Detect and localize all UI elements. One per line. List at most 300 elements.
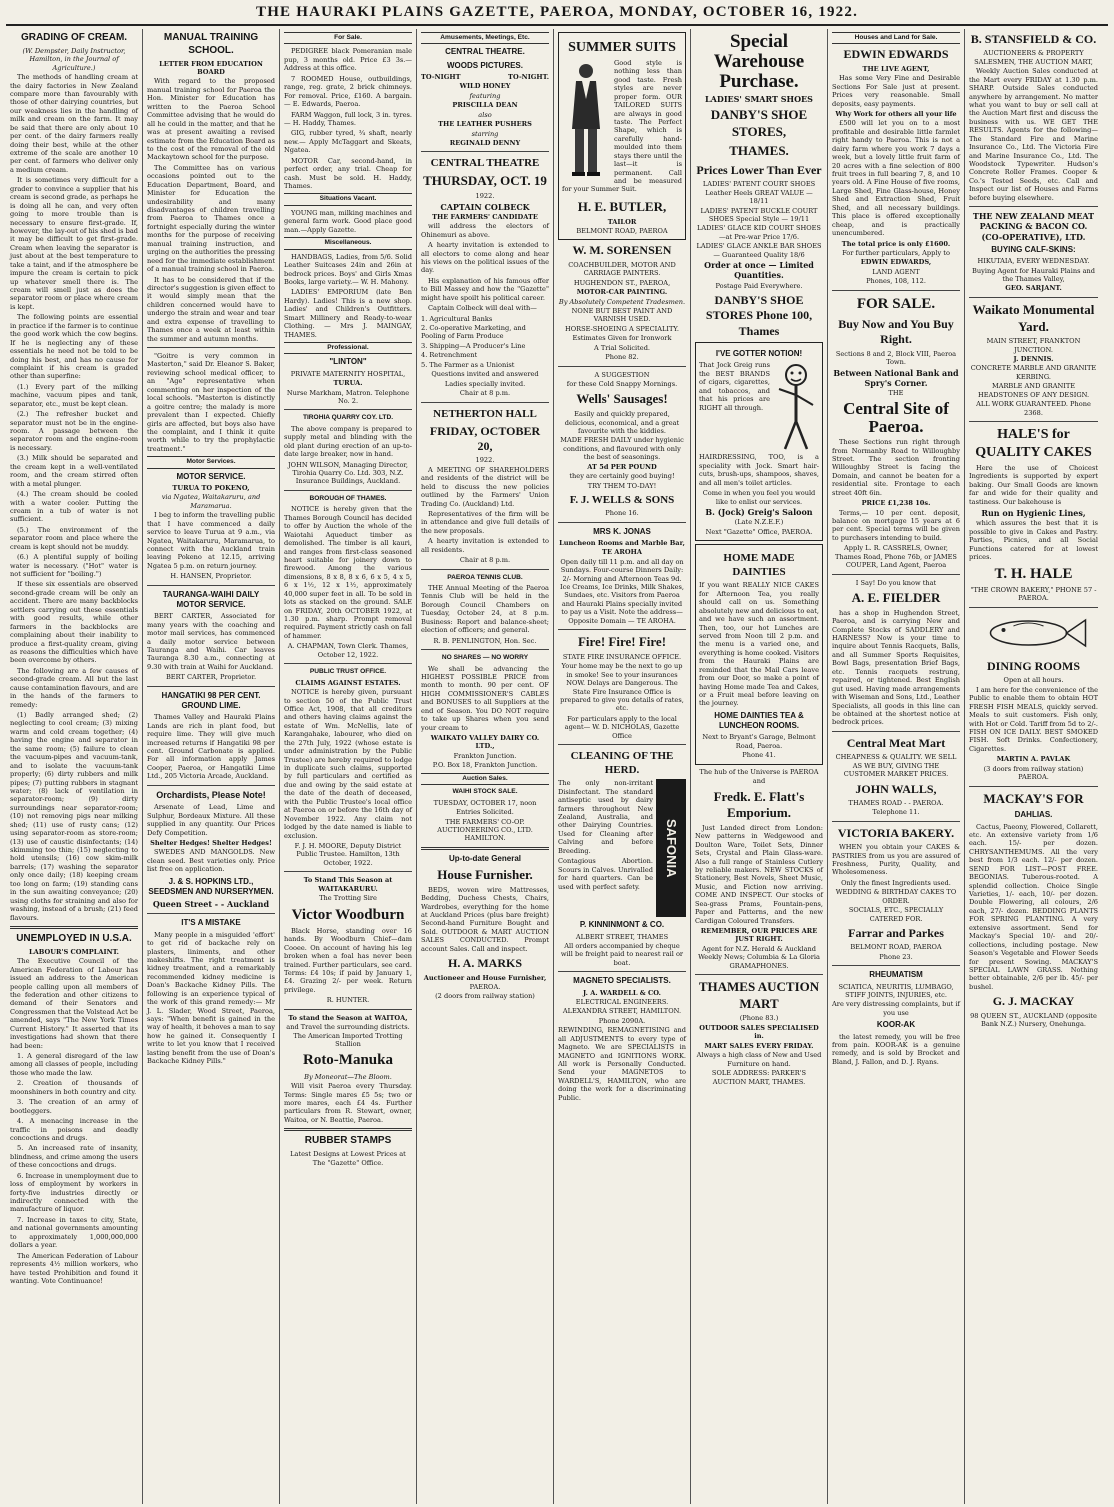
ad-line: Always a high class of New and Used Furniture on hand. xyxy=(696,1051,822,1068)
ad-title: Fredk. E. Flatt's Emporium. xyxy=(713,788,805,821)
ad-line: WEDDING & BIRTHDAY CAKES TO ORDER. xyxy=(835,888,957,905)
ad-title: KOOR-AK xyxy=(876,1020,916,1030)
ad-body: the latest remedy, you will be free from pain. KOOR-AK is a genuine remedy, and is sold by Brocket and Bland, J. Fallon, and D. J. Ryans. xyxy=(832,1032,960,1066)
ad-line: BELMONT ROAD, PAEROA xyxy=(576,226,668,235)
ad-title: House Furnisher. xyxy=(437,867,533,883)
ad-title: HOME MADE DAINTIES xyxy=(723,552,795,579)
ad-body: Contagious Abortion. Scours in Calves. Unrivalled for hard quarters. Can be used with perfect safety. xyxy=(558,857,653,891)
section-label: For Sale. xyxy=(284,32,412,44)
ad-title: RUBBER STAMPS xyxy=(304,1135,392,1147)
ad-line: Between National Bank and Spry's Corner. xyxy=(833,367,959,388)
ad-body: Just Landed direct from London: New patterns in Wedgewood and Doulton Ware, Toilet Sets, Dinner Sets, Crystal and Plain Glass-ware. Also a full range of Stainless Cutlery by reliable makers. NEW STOCKS of Stationery, Best Novels, Sheet Music, Music, and Fiction now arriving. COME AND INSPECT. Our stocks of Sea-grass Prams, Fountain-pens, Paper and Patterns, and the new Cardigan Coloured Transfers. xyxy=(695,823,823,925)
ad-title: Waikato Monumental Yard. xyxy=(972,301,1095,334)
divider xyxy=(695,974,823,975)
ad-title: SUMMER SUITS xyxy=(568,40,676,55)
suited-man-illustration xyxy=(562,59,610,179)
ad-body: WHEN you obtain your CAKES & PASTRIES from us you are assured of Freshness, Purity, Quality, and Wholesomeness. xyxy=(832,843,960,877)
ad-line: TRY THEM TO-DAY! xyxy=(587,481,657,490)
ad-title: MRS K. JONAS xyxy=(593,526,651,536)
shoe-item: LADIES' GLACE ANKLE BAR SHOES — Guaranteed Quality 18/6 xyxy=(696,242,822,259)
ad-title: Victor Woodburn xyxy=(291,906,405,923)
para: (1) Badly arranged shed; (2) neglecting to cool cream; (3) mixing warm and cold cream together; (4) having the engine and separator in the same room; (5) failure to clean the vacuum-pipes and vacuum-tank, and to isolate the vacuum-tank properly; (6) dirty rubbers and milk pipes; (7) putting rubbers in stagnant water; (8) lack of ventilation in separator-room; (9) dirty surroundings near separator-room; (10) not removing pigs near milking shed; (11) use of rusty cans; (12) using separator-room as store-room; (13) use of caustic disinfectants; (14) skimming too thin; (15) neglecting to hold utensils; (16) cow skim-milk barrels; (17) washing the separator only once daily; (18) keeping cream too long on farm; (19) standing cans in the sun awaiting conveyance; (20) using cloths for straining and also for washing, instead of a brush; (21) feed flavours. xyxy=(10,711,138,922)
ad-title: NETHERTON HALL xyxy=(433,407,537,420)
ad-title: HALE'S for QUALITY CAKES xyxy=(975,427,1092,461)
ad-body: has a shop in Hughendon Street, Paeroa, and is carrying New and Complete Stocks of SADDLERY and HARNESS? Now is your time to inquire about Tennis Racquets, Balls, and all Summer Sports Requisites, Bowl Bags, presentation Brief Bags, etc. Tennis racquets restrung, repaired, or tightened. Best English gut used. Having made arrangements with Wiseman and Sons, Ltd., Leather Specialists, all goods in this line can be obtained at the shortest notice at bedrock prices. xyxy=(832,608,960,727)
section-label: Professional. xyxy=(284,342,412,354)
ad-sign: H. HANSEN, Proprietor. xyxy=(170,572,252,581)
ad-line: Chair at 8 p.m. xyxy=(459,556,511,565)
ad-body: Black Horse, standing over 16 hands. By Woodburn Chief—dam Cooee. On account of having his leg broken when a foal has never been trained. Further particulars, see card. Terms: £4 10s; if paid by January 1, £4. Grazing 2/- per week. Return privilege. xyxy=(284,926,412,994)
ad-line: Open at all hours. xyxy=(1003,676,1064,685)
ad-line: Run on Hygienic Lines, xyxy=(981,508,1086,519)
ad-body: BERT CARTER, Associated for many years with the coaching and motor mail services, has commenced a daily motor service between Tauranga and Waihi. Car leaves Tauranga 8.30 a.m., connecting at 9.30 with train at Waihi for Auckland. xyxy=(147,612,275,671)
ad-line: CLAIMS AGAINST ESTATES. xyxy=(295,678,401,687)
ad-line: Estimates Given for Ironwork xyxy=(572,334,672,343)
ad-title: BOROUGH OF THAMES. xyxy=(309,494,387,502)
ad-line: SCIATICA, NEURITIS, LUMBAGO, STIFF JOINTS, INJURIES, etc. xyxy=(838,982,954,999)
ad-greig xyxy=(695,342,823,541)
para: The following are a few causes of second-grade cream. All but the last cause contamination flavours, and are in the hands of the farmers to remedy: xyxy=(10,666,138,709)
ad-line: via Ngatea, Waitakaruru, and Maramarua. xyxy=(161,493,261,510)
safonia-label: SAFONIA xyxy=(664,819,679,878)
divider xyxy=(558,522,686,523)
film-star: REGINALD DENNY xyxy=(449,138,521,147)
ad-title: Buy Now and You Buy Right. xyxy=(838,316,954,347)
ad-title: Orchardists, Please Note! xyxy=(156,789,266,800)
ad-title: DANBY'S SHOE STORES, xyxy=(710,107,808,139)
ad-line: A SUGGESTION xyxy=(594,370,650,379)
divider xyxy=(832,290,960,291)
ad-body: Representatives of the firm will be in attendance and give full details of the new proposals. xyxy=(421,509,549,535)
ad-line: Buying Agent for Hauraki Plains and the Thames Valley, xyxy=(972,266,1095,284)
ad-title: B. STANSFIELD & CO. xyxy=(970,32,1097,46)
ad-line: Questions invited and answered xyxy=(431,370,539,379)
cartoon-man-illustration xyxy=(773,361,819,453)
ad-body: Open daily till 11 p.m. and all day on Sundays. Four-course Dinners Daily: 2/- Morning and Afternoon Teas 9d. Ice Creams, Ice Drinks, Milk Shakes, Sundaes, etc. Visitors from Paeroa and Hauraki Plains specially invited to pay us a Visit. Note the address— Opposite Domain — TE AROHA. xyxy=(560,557,684,625)
ad-body: The only non-irritant Disinfectant. The standard antiseptic used by dairy farmers throughout New Zealand, Australia, and other Dairying Countries. Used for Cleaning after Calving and before Breeding. xyxy=(558,779,653,855)
ad-line: MARTIN A. PAVLAK xyxy=(996,755,1071,764)
section-label: Motor Services. xyxy=(147,456,275,468)
ad-line: AUCTIONEERS & PROPERTY SALESMEN, THE AUCTION MART, xyxy=(974,49,1093,66)
divider xyxy=(421,649,549,650)
ad-line: THAMES ROAD - - PAEROA. xyxy=(848,798,944,807)
ad-line: they are certainly good buying! xyxy=(569,472,675,481)
ad-title: Prices Lower Than Ever xyxy=(696,162,822,177)
list-item: 1. Agricultural Banks xyxy=(421,314,493,323)
ad-line: TURUA TO POKENO, xyxy=(172,483,250,492)
ad-title: Special Warehouse Purchase. xyxy=(713,31,805,92)
ad-line: PRIVATE MATERNITY HOSPITAL, xyxy=(290,369,406,378)
ad-title: TIROHIA QUARRY COY. LTD. xyxy=(302,414,394,422)
ad-title: MOTOR SERVICE. xyxy=(176,471,246,481)
ad-title: T. H. HALE xyxy=(994,565,1073,582)
ad-title: H. E. BUTLER, xyxy=(577,198,667,214)
ad-line: Come in when you feel you would like to enlist our services. xyxy=(702,489,816,506)
ad-line: TURUA. xyxy=(333,379,363,388)
ad-body: £500 will let you on to a most profitable and desirable little farmlet right handy to Paeroa. This is not a dairy farm where you work 7 days a week, but a lovely little fruit farm of 20 acres with a fine selection of 800 fruit trees in full bearing 7, 8, and 10 years old. A Fine House of five rooms, Large Shed, Fine Glass-house, Honey Shed and Extraction Shed, Fruit Shed, and all necessary buildings. This place is offered exceptionally cheap, and is practically unencumbered. xyxy=(832,119,960,238)
article-byline: (W. Dempster, Daily Instructor, Hamilton, in the Journal of Agriculture.) xyxy=(22,46,126,72)
divider xyxy=(558,366,686,367)
ad-body: The above company is prepared to supply metal and blinding with the old plant during erection of an up-to-date large breaker, now in hand. xyxy=(284,424,412,459)
ad-line: 1922. xyxy=(475,456,495,465)
ad-line: Apply L. R. CASSRELS, Owner, Thames Road, Phone 76b, or JAMES COUPER, Land Agent, Paeroa xyxy=(835,544,957,570)
divider xyxy=(284,490,412,491)
divider xyxy=(969,206,1098,207)
para: The Committee has on various occasions pointed out to the Education Department, Board, and Minister for Education the undesirability and many disadvantages of children travelling from Paeroa to Thames once a fortnight especially during the winter months for the purpose of receiving manual training instruction, and urging on the authorities the pressing need for the immediate establishment of a manual training school in Paeroa. xyxy=(147,163,275,274)
ad-line: Are very distressing complaints, but if you use xyxy=(832,1000,960,1017)
columns xyxy=(6,29,1108,1504)
point: 6. Increase in unemployment due to loss of employment by workers in forty-five industries directly or indirectly connected with the manufacture of liquor. xyxy=(10,1171,138,1214)
point: (5.) The environment of the separator room and place where the cream is kept should not be muddy. xyxy=(10,525,138,551)
article-title-manual: MANUAL TRAINING SCHOOL. xyxy=(163,32,259,56)
ad-line: SOLE ADDRESS: PARKER'S AUCTION MART, THAMES. xyxy=(711,1069,807,1086)
ad-body: That Jock Greig runs the BEST BRANDS of cigars, cigarettes, and tobaccos, and that his prices are RIGHT all through. xyxy=(699,361,770,412)
classified: YOUNG man, milking machines and general farm work. Good place good man.—Apply Gazette. xyxy=(284,208,412,234)
ad-line: BELMONT ROAD, PAEROA xyxy=(850,943,942,952)
ad-line: By Moneorat—The Bloom. xyxy=(304,1072,392,1081)
ad-line: MADE FRESH DAILY under hygienic conditions, and flavoured with only the best of seasonings. xyxy=(560,436,684,462)
ad-title: THAMES AUCTION MART xyxy=(698,979,820,1011)
ad-line: For further particulars, Apply to xyxy=(842,248,950,257)
ad-title: TAURANGA-WAIHI DAILY MOTOR SERVICE. xyxy=(162,589,260,609)
section-label: Auction Sales. xyxy=(421,773,549,785)
ad-body: Arsenate of Lead, Lime and Sulphur, Bordeaux Mixture. All these supplied in any quantity. Our Prices Defy Competition. xyxy=(147,803,275,837)
tonight-row xyxy=(421,73,549,81)
shoe-item: LADIES' GLACE KID COURT SHOES—at Pre-war Price 17/6. xyxy=(697,224,821,241)
ad-line: Phone 82. xyxy=(605,353,639,362)
ad-line: PAEROA. xyxy=(469,982,501,991)
ad-body: Will visit Paeroa every Thursday. Terms: Single mares £5 5s; two or more mares, each £4 4s. Further particulars from R. Stewart, owner, Waitoa, or N. Beattie, Paeroa. xyxy=(284,1082,412,1124)
para: If these six essentials are observed second-grade cream will be only an accident. There are many backblocks settlers carrying out these essentials with good results, while other farmers in the backblocks are complaining about their inability to produce a first-quality cream, giving as reasons the difficulties which have been overcome by others. xyxy=(10,580,138,665)
ad-title: Central Site of Paeroa. xyxy=(843,399,949,437)
ad-line: WAIKATO VALLEY DAIRY CO. LTD., xyxy=(430,734,540,751)
point: (1.) Every part of the milking machine, vacuum pipes and tank, separator, etc., must be kept clean. xyxy=(10,382,138,408)
ad-line: OUTDOOR SALES SPECIALISED in. xyxy=(699,1023,819,1041)
column-1 xyxy=(6,29,143,1504)
point: 5. An increased rate of insanity, blindness, and crime among the users of these concoctions and drugs. xyxy=(10,1144,138,1170)
classified: MOTOR Car, second-hand, in perfect order, any trial. Cheap for cash. Must be sold. H. Haddy, Thames. xyxy=(284,156,412,190)
divider xyxy=(421,151,549,152)
point: 1. A general disregard of the law among all classes of people, including those who made the law. xyxy=(10,1052,138,1077)
ad-body: BEDS, woven wire Mattresses, Bedding, Duchess Chests, Chairs, Wardrobes, everything for the home at Auckland Prices (plus bare freight) Second-hand Furniture Bought and Sold. OUTDOOR & MART AUCTION SALES CONDUCTED. Prompt account Sales. Call and inspect. xyxy=(421,885,549,953)
tonight-left: TO-NIGHT xyxy=(421,72,461,81)
ad-line: CONCRETE MARBLE AND GRANITE KERBING. xyxy=(970,364,1097,381)
ad-line: Next "Gazette" Office, PAEROA. xyxy=(705,527,813,536)
ad-line: By Absolutely Competent Tradesmen. xyxy=(558,297,686,306)
ad-body: His explanation of his famous offer to Bill Massey and how the "Gazette" might have spoilt his political career. xyxy=(421,276,549,302)
ad-body: We shall be advancing the HIGHEST POSSIBLE PRICE from month to month. 90 per cent. OF HIGH COMMISSIONER'S CABLES and BONUSES to all Suppliers at the end of Season. You DO NOT require to take up Shares when you send your cream to xyxy=(421,664,549,732)
ad-body: These Sections run right through from Normanby Road to Willoughby Street. The section fronting Willoughby Street is facing the Domain, and cannot be beaten for a residential site. Frontage to each street 40ft 6in. xyxy=(832,438,960,497)
ad-line: The hub of the Universe is PAEROA xyxy=(699,767,819,776)
ad-body: Here the use of Choicest Ingredients is supported by expert baking. Our Small Goods are known far and wide for their quality and tastiness. Our bakehouse is xyxy=(969,463,1098,506)
ad-line: Frankton Junction. xyxy=(453,751,517,760)
divider xyxy=(147,785,275,786)
ad-line: TAILOR xyxy=(607,217,637,226)
ad-title: MACKAY'S FOR xyxy=(983,790,1084,806)
ad-title: DINING ROOMS xyxy=(986,659,1080,674)
ad-title: H. A. MARKS xyxy=(447,956,522,971)
ad-line: Easily and quickly prepared, delicious, economical, and a great favourite with the kiddies. xyxy=(564,410,680,435)
ad-line: Phone 2090A. xyxy=(598,1016,646,1025)
ad-home-dainties xyxy=(695,544,823,765)
point: The American Federation of Labour represents 4½ million workers, who have tested Prohibition and found it wanting. Vote Continuance! xyxy=(10,1251,138,1285)
ad-title: MAGNETO SPECIALISTS. xyxy=(573,976,671,986)
ad-line: ALBERT STREET, THAMES xyxy=(575,932,669,941)
ad-line: EDWIN EDWARDS, xyxy=(860,258,932,267)
divider xyxy=(558,744,686,745)
ad-title: Central Meat Mart xyxy=(846,735,946,750)
ad-line: Phone 16. xyxy=(605,509,639,518)
ad-body: Captain Colbeck will deal with— xyxy=(428,304,537,313)
list-item: 4. Retrenchment xyxy=(421,351,478,360)
ad-sign: R. B. PENLINGTON, Hon. Sec. xyxy=(433,636,537,645)
point: (3.) Milk should be separated and the cream kept in a well-ventilated room, and the cream stirred often with a metal plunger. xyxy=(10,454,138,488)
column-6 xyxy=(691,29,828,1504)
ad-body: THE Annual Meeting of the Paeroa Tennis Club will be held in the Borough Council Chambers on Tuesday, October 24, at 8 p.m. Business: Report and balance-sheet; election of officers; and general. xyxy=(421,584,549,635)
divider xyxy=(832,821,960,822)
ad-body: I am here for the convenience of the Public to enable them to obtain HOT FRESH FISH MEALS, quickly served. Meals to suit customers. Fish only, with Hot or Cold. Tariff from 5d to 2/-. FISH ON ICE DAILY. BEST SMOKED FISH. Soft Drinks. Confectionery, Cigarettes. xyxy=(969,685,1098,753)
ad-line: Telephone 11. xyxy=(872,808,920,817)
safonia-bottle-illustration xyxy=(656,779,686,917)
classified: FARM Waggon, full lock, 3 in. tyres.— H. Haddy, Thames. xyxy=(284,110,412,127)
ad-body: which assures the best that it is possible to give in Cakes and Pastry. Parties, Picnics, and all Social Functions catered for at lowest prices. xyxy=(969,519,1098,562)
ad-line: COACHBUILDER, MOTOR AND CARRIAGE PAINTERS. xyxy=(568,260,676,278)
ad-line: Agent for N.Z. Herald & Auckland Weekly News; Columbia & La Gloria GRAMAPHONES. xyxy=(698,944,820,970)
ad-line: I Say! Do you know that xyxy=(855,578,937,587)
film-title: THE LEATHER PUSHERS xyxy=(438,120,532,129)
ad-line: Auctioneer and House Furnisher, xyxy=(423,973,547,982)
ad-line: also xyxy=(478,110,492,119)
ad-line: THE LIVE AGENT, xyxy=(862,64,930,73)
ad-line: THE FARMERS' CANDIDATE xyxy=(432,212,538,221)
para: It is sometimes very difficult for a grader to convince a supplier that his cream is second grade, as perhaps he is doing all he can, and very often going to more trouble than is necessary to ensure first-grade. If, however, the lay-out of his shed is bad it may be difficult to get first-grade. Cream when leaving the separator is just about at the best temperature to take a taint, and if the atmosphere be impure the cream is certain to pick up whatever smell there is. The cream will smell just as does the separator room or place where cream is kept. xyxy=(10,176,139,311)
ad-line: MART SALES EVERY FRIDAY. xyxy=(704,1041,814,1050)
divider xyxy=(421,402,549,403)
ad-body: A MEETING OF SHAREHOLDERS and residents of the district will be held to discuss the new policies outlined by the Farmers' Union Trading Co. (Auckland) Ltd. xyxy=(421,465,549,508)
ad-line: HUGHENDON ST., PAEROA, xyxy=(573,278,671,287)
ad-line: The Trotting Sire xyxy=(319,894,377,903)
column-8 xyxy=(965,29,1102,1504)
ad-title: G. J. MACKAY xyxy=(992,994,1075,1009)
ad-line: ALL WORK GUARANTEED. Phone 2368. xyxy=(976,400,1091,417)
column-5 xyxy=(554,29,691,1504)
ad-title: W. M. SORENSEN xyxy=(572,243,672,258)
point: 3. The creation of an army of bootleggers. xyxy=(10,1098,138,1115)
section-label: Amusements, Meetings, Etc. xyxy=(421,32,549,44)
ad-line: Latest Designs at Lowest Prices at The "Gazette" Office. xyxy=(290,1150,406,1167)
ad-title: Fire! Fire! Fire! xyxy=(577,634,667,650)
divider xyxy=(558,971,686,972)
para: The methods of handling cream at the dairy factories in New Zealand compare more than favourably with those of other dairying countries, but our weakness lies in the handling of milk and cream on the farm. It may be said that there are only about 10 per cent. of the dairy farmers really doing their best, while at the other extreme of the scale are another 10 per cent. of farmers who deliver only a medium cream. xyxy=(10,73,138,174)
section-label: Situations Vacant. xyxy=(284,193,412,205)
ad-line: and xyxy=(752,777,766,786)
ad-line: and Travel the surrounding districts. The American Imported Trotting Stallion xyxy=(286,1023,410,1049)
ad-line: Luncheon Rooms and Marble Bar, xyxy=(559,538,685,547)
ad-line: MAIN STREET, FRANKTON JUNCTION. xyxy=(986,337,1081,354)
divider xyxy=(969,607,1098,608)
ad-line: TUESDAY, OCTOBER 17, noon xyxy=(433,798,537,807)
column-2 xyxy=(143,29,280,1504)
ad-line: Only the finest Ingredients used. xyxy=(841,878,951,887)
ad-title: DAHLIAS. xyxy=(1014,810,1053,820)
ad-line: CAPTAIN COLBECK xyxy=(440,201,530,212)
ad-title: EDWIN EDWARDS xyxy=(843,47,949,62)
ad-body: Has some Very Fine and Desirable Sections For Sale just at present. Prices very reasonable. Small deposits, easy payments. xyxy=(832,74,960,108)
ad-line: A Trial Solicited. xyxy=(593,343,651,352)
ad-line: J. DENNIS. xyxy=(1013,355,1054,364)
ad-line: Next to Bryant's Garage, Belmont Road, Paeroa. xyxy=(702,733,816,750)
ad-title: IT'S A MISTAKE xyxy=(181,918,241,928)
divider xyxy=(10,926,138,929)
ad-line: Shelter Hedges! Shelter Hedges! xyxy=(150,838,272,847)
para: With regard to the proposed manual training school for Paeroa the Hon. Minister for Education has written to the Paeroa School Committee advising that he would do all he could in the matter, and that he was at present awaiting a revised estimate from the Education Board as to the cost of the removal of the old Mackaytown school for the purpose. xyxy=(147,77,275,162)
ad-line: Chair at 8 p.m. xyxy=(459,389,511,398)
ad-line: HORSE-SHOEING A SPECIALITY. xyxy=(564,324,680,333)
ad-summer-suits xyxy=(558,32,686,240)
para-goitre: "Goitre is very common in Masterton," said Dr. Eleanor S. Baker, reviewing school medical officer, to an "Age" representative when commenting on her inspection of the local schools. "Masterton is distinctly a goitre centre; the malady is more prevalent than I expected. Chiefly girls are affected, but boys also have the complaint, and I think it quite worth while to try the prophylactic treatment." xyxy=(147,352,275,453)
ad-title: HOME DAINTIES TEA & LUNCHEON ROOMS. xyxy=(714,710,804,731)
ad-line: TE AROHA xyxy=(602,548,642,557)
ad-line: 98 QUEEN ST., AUCKLAND (opposite Bank N.Z.) Nursery, Onehunga. xyxy=(970,1011,1097,1029)
divider xyxy=(147,585,275,586)
ad-body: NOTICE is hereby given, pursuant to section 50 of the Public Trust Office Act, 1908, that all creditors and others having claims against the estate of Wm. McNellis, late of Karangahake, labourer, who died on the 27th July, 1922 (whose estate is under administration by the Public Trustee) are hereby required to lodge in duplicate such claims, supported by full particulars and certified as due and owing by the said estate at the date of the death of deceased, with the Public Trustee's local office at Paeroa on or before the 16th day of November 1922. Any claim not lodged by the date named is liable to exclusion. xyxy=(284,688,412,840)
point: 2. Creation of thousands of moonshiners in both country and city. xyxy=(10,1079,138,1096)
divider xyxy=(558,629,686,630)
divider xyxy=(284,409,412,410)
divider xyxy=(284,871,412,872)
ad-line: Ladies specially invited. xyxy=(444,379,526,388)
ad-line: MARBLE AND GRANITE HEADSTONES OF ANY DESIGN. xyxy=(977,382,1090,399)
ad-title: Wells' Sausages! xyxy=(576,391,668,407)
shoe-item: LADIES' PATENT COURT SHOES Leather Heels GREAT VALUE — 18/11 xyxy=(702,180,816,206)
ad-title: Roto-Manuka xyxy=(302,1052,393,1069)
ad-sign: R. HUNTER. xyxy=(326,996,370,1005)
ad-title: VICTORIA BAKERY. xyxy=(837,825,955,840)
classified: GIG, rubber tyred, ¾ shaft, nearly new.— Apply McTaggart and Skeats, Ngatea. xyxy=(284,129,412,155)
ad-title: RHEUMATISM xyxy=(869,970,923,980)
column-7 xyxy=(828,29,965,1504)
ad-line: Nurse Markham, Matron. Telephone No. 2. xyxy=(286,388,410,405)
ad-title: Farrar and Parkes xyxy=(848,926,944,941)
article-subtitle: LETTER FROM EDUCATION BOARD xyxy=(159,59,263,77)
point: 4. A menacing increase in the traffic in poisons and deadly concoctions and drugs. xyxy=(10,1117,138,1142)
shoe-item: LADIES' PATENT BUCKLE COURT SHOES Special Style — 19/11 xyxy=(700,206,818,224)
divider xyxy=(832,574,960,575)
ad-title: FOR SALE. xyxy=(856,295,936,312)
list-item: 2. Co-operative Marketing, and Pooling of Farm Produce xyxy=(421,324,526,341)
fish-illustration xyxy=(969,612,1098,654)
film-star: PRISCILLA DEAN xyxy=(452,101,518,110)
ad-line: LADIES' SMART SHOES xyxy=(705,93,813,104)
divider xyxy=(147,347,275,348)
ad-title: BUYING CALF-SKINS: xyxy=(991,244,1076,254)
article-title-unemployed: UNEMPLOYED IN U.S.A. xyxy=(16,932,132,944)
ad-body: HAIRDRESSING, TOO, is a speciality with Jock. Smart hair-cuts, brush-ups, shampoos, shaves, and all men's toilet articles. xyxy=(699,453,819,487)
ad-line: Phone 23. xyxy=(879,952,913,961)
ad-body: A hearty invitation is extended to all residents. xyxy=(421,537,549,554)
ad-line: THE NEW ZEALAND MEAT PACKING & BACON CO. (CO-OPERATIVE), LTD. xyxy=(972,211,1095,242)
ad-line: J. A. WARDELL & CO. xyxy=(583,988,661,997)
ad-line: ALEXANDRA STREET, HAMILTON. xyxy=(562,1007,682,1016)
ad-line: ELECTRICAL ENGINEERS. xyxy=(575,997,669,1006)
ad-line: Phone 41. xyxy=(742,751,776,760)
ad-title: I'VE GOTTER NOTION! xyxy=(715,349,803,359)
ad-line: To stand the Season at WAITOA, xyxy=(288,1013,408,1022)
ad-title: P. KINNINMONT & CO. xyxy=(579,920,665,930)
point: (6.) A plentiful supply of boiling water is necessary. ("Hot" water is not sufficient for "boiling.") xyxy=(10,553,138,579)
ad-body: Your home may be the next to go up in smoke! See to your insurances NOW. Delays are Dangerous. The State Fire Insurance Office is prepared to give you details of rates, etc. xyxy=(560,662,684,713)
tonight-right: TO-NIGHT. xyxy=(508,72,549,81)
ad-title: WOODS PICTURES. xyxy=(446,60,523,70)
topic-list xyxy=(421,315,549,370)
ad-line: THE xyxy=(888,388,904,397)
ad-title: THAMES. xyxy=(729,143,789,159)
point: 7. Increase in taxes to city, State, and national governments amounting to approximately 1,000,000,000 dollars a year. xyxy=(10,1215,138,1250)
divider xyxy=(284,1009,412,1010)
ad-body: Thames Valley and Hauraki Plains Lands are rich in plant food, but require lime. They will give much increased returns if Hangatiki 98 per cent. Ground Carbonate is applied. For all information apply James Cooper, Paeroa, or Hangatiki Lime Ltd., 205 Victoria Arcade, Auckland. xyxy=(147,713,275,781)
list-item: 5. The Farmer as a Unionist xyxy=(421,360,515,369)
divider xyxy=(284,663,412,664)
para: It has to be considered that if the director's suggestion is given effect to it would simply mean that the children concerned would have to undergo the strain and wear and tear and extra expense of travelling to Thames once a week at least within the summer and autumn months. xyxy=(147,275,276,343)
point: (2.) The refresher bucket and separator must not be in the engine-room. A passage between the separator room and the engine-room is necessary. xyxy=(10,410,138,452)
ad-line: Queen Street - - Auckland xyxy=(152,899,270,910)
para: The following points are essential in practice if the farmer is to continue the good work which the cow begins. If he is neglecting any of these essentials he need not be told to be doing his best, and has no cause for complaint if his cream is graded other than superfine: xyxy=(10,313,138,381)
ad-body: Many people in a misguided 'effort' to get rid of backache rely on plasters, liniments, and other makeshifts. The right treatment is kidney treatment, and a remarkably recommended kidney medicine is Doan's Backache Kidney Pills. The following is an experience typical of the work of this grand remedy:— Mr J. L. Slader, Wood Street, Paeroa, says: "When benefit is gained in the way of health, it behoves a man to say how he gained it. Consequently I write to let you know that I received lasting benefit from the use of Doan's Backache Kidney Pills." xyxy=(147,930,275,1066)
classified: HANDBAGS, Ladies, from 5/6. Solid Leather Suitcases 24in and 26in at bedrock prices. Boys' and Girls Xmas Books, large variety.— W. H. Mahony. xyxy=(284,252,412,286)
masthead: THE HAURAKI PLAINS GAZETTE, PAEROA, MONDAY, OCTOBER 16, 1922. xyxy=(6,4,1108,26)
divider xyxy=(147,686,275,687)
classified: 7 ROOMED House, outbuildings, range, reg. grate, 2 brick chimneys. For removal. Price, £160. A bargain. — E. Edwards, Paeroa. xyxy=(284,74,412,109)
classified: LADIES' EMPORIUM (late Ben Hardy). Ladies! This is a new shop. Ladies' and Children's Outfitters. Smart Millinery and Ready-to-wear Clothing. — Mrs J. MAINGAY, THAMES. xyxy=(284,288,412,339)
ad-line: 1922. xyxy=(475,192,495,201)
ad-body: Terms,— 10 per cent. deposit, balance on mortgage 15 years at 6 per cent. Special terms will be given to purchasers intending to build. xyxy=(832,508,960,542)
ad-body: will address the electors of Ohinemuri as above. xyxy=(421,222,549,239)
ad-title: NO SHARES — NO WORRY xyxy=(441,654,529,662)
divider xyxy=(421,847,549,850)
ad-line: "THE CROWN BAKERY," PHONE 57 - PAEROA. xyxy=(970,585,1097,603)
ad-line: The total price is only £1600. xyxy=(841,239,951,248)
ad-line: Entries Solicited. xyxy=(456,808,514,817)
divider xyxy=(832,731,960,732)
ad-sign: For particulars apply to the local agent— W. D. NICHOLAS, Gazette Office xyxy=(564,714,680,740)
ad-line: STATE FIRE INSURANCE OFFICE. xyxy=(562,652,682,661)
ad-body: If you want REALLY NICE CAKES for Afternoon Tea, you really should call on us. Something absolutely new and delicious to eat, and we have such an assortment. Then, too, our hot Lunches are served from Noon till 2 p.m. and the menu is a varied one, and everything is home cooked. Visitors from the Hauraki Plains are reminded that the Mail Cars leave from our Door, so make a point of having Home made Tea and Cakes, or a Fruit meal before leaving on the journey. xyxy=(699,581,819,708)
ad-title: CENTRAL THEATRE. xyxy=(445,47,525,57)
ad-line: for these Cold Snappy Mornings. xyxy=(566,380,678,389)
ad-line: AT 5d PER POUND xyxy=(587,462,657,471)
ad-title: JOHN WALLS, xyxy=(855,781,937,796)
section-label: Houses and Land for Sale. xyxy=(832,32,960,44)
ad-line: GEO. SARJANT. xyxy=(1005,284,1062,293)
ad-line: THE FARMERS' CO-OP. AUCTIONEERING CO., LTD. HAMILTON. xyxy=(437,817,533,843)
ad-line: HIKUTAIA, EVERY WEDNESDAY. xyxy=(977,257,1090,266)
divider xyxy=(147,913,275,914)
ad-sign: JOHN WILSON, Managing Director, Tirohia Quarry Co. Ltd. 303, N.Z. Insurance Buildings, Auckland. xyxy=(288,460,408,486)
ad-body: Weekly Auction Sales conducted at the Mart every FRIDAY at 1.30 p.m. SHARP. Outside Sales conducted anywhere by arrangement. No matter what you want to buy or sell call at the Auction Mart first and discuss the business with us. WE GET THE RESULTS. Agents for the following— The Standard Fire and Marine Insurance Co., Ltd. The Victoria Fire and Marine Insurance Co., Ltd. The Woodstock Typewriter. Hudson's Concrete Roller Frames. Cooper & Co.'s Tested Seeds, etc. Call and Inspect our list of Houses and Farms before buying elsewhere. xyxy=(969,67,1098,202)
divider xyxy=(421,569,549,570)
ad-line: Why Work for others all your life xyxy=(835,109,957,118)
ad-title: PAEROA TENNIS CLUB. xyxy=(447,573,523,581)
list-item: 3. Shipping—A Producer's Line xyxy=(421,341,526,350)
divider xyxy=(969,297,1098,298)
ad-body: I beg to inform the travelling public that I have commenced a daily service to leave Turua at 9 a.m., via Ngatea, Waitakaruru, Maramarua, to connect with the Auckland train leaving Pokeno at 12.15, arriving Ngatea 5 p.m. on return journey. xyxy=(147,511,275,570)
ad-title: A. E. FIELDER xyxy=(851,590,941,606)
ad-sign: A. CHAPMAN, Town Clerk. Thames, October 12, 1922. xyxy=(287,642,409,659)
ad-line: (2 doors from railway station) xyxy=(435,992,535,1001)
ad-line: (Phone 83.) xyxy=(739,1014,779,1023)
column-3 xyxy=(280,29,417,1504)
ad-line: (Late N.Z.E.F.) xyxy=(734,518,784,527)
